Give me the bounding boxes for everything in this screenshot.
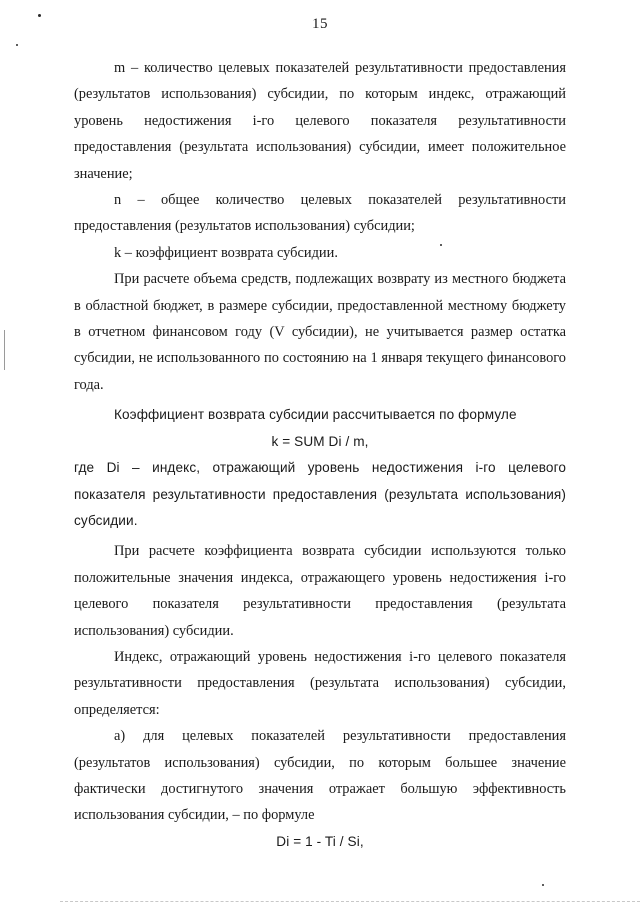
page-number: 15	[312, 16, 328, 32]
paragraph-index-definition: Индекс, отражающий уровень недостижения i-го целевого показателя результативности предоставления (результата использования) субсидии, определяется:	[74, 648, 566, 718]
formula-k: k = SUM Di / m,	[271, 433, 369, 449]
paragraph-positive-values: При расчете коэффициента возврата субсидии используются только положительные значения индекса, отражающего уровень недостижения i-го целевого показателя результативности предоставления (результата использования) субсидии.	[74, 543, 566, 639]
paragraph-calculation-rule: При расчете объема средств, подлежащих возврату из местного бюджета в областной бюджет, в размере субсидии, предоставленной местному бюджету в отчетном финансовом году (V субсидии), не учитывается размер остатка субсидии, не использованного по состоянию на 1 января текущего финансового года.	[74, 271, 566, 393]
paragraph-formula-intro: Коэффициент возврата субсидии рассчитывается по формуле	[114, 407, 517, 423]
paragraph-case-a: а) для целевых показателей результативности предоставления (результатов использования) субсидии, по которым большее значение фактически достигнутого значения отражает большую эффективность использования субсидии, – по формуле	[74, 728, 566, 824]
paragraph-definition-m: m – количество целевых показателей результативности предоставления (результатов использования) субсидии, по которым индекс, отражающий уровень недостижения i-го целевого показателя результативности предоставления (результата использования) субсидии, имеет положительное значение;	[74, 60, 566, 182]
scan-artifact-dot	[440, 244, 442, 246]
scan-artifact-dot	[542, 884, 544, 886]
scan-artifact-dot	[16, 44, 18, 46]
scan-bottom-edge	[60, 901, 640, 902]
paragraph-definition-n: n – общее количество целевых показателей результативности предоставления (результатов использования) субсидии;	[74, 192, 566, 235]
scan-artifact-dot	[38, 14, 41, 17]
scan-edge-mark	[4, 330, 5, 370]
document-body	[74, 55, 566, 855]
paragraph-definition-k: k – коэффициент возврата субсидии.	[114, 244, 338, 261]
formula-di: Di = 1 - Ti / Si,	[276, 833, 364, 849]
paragraph-definition-di: где Di – индекс, отражающий уровень недостижения i-го целевого показателя результативности предоставления (результата использования) субсидии.	[74, 460, 566, 528]
